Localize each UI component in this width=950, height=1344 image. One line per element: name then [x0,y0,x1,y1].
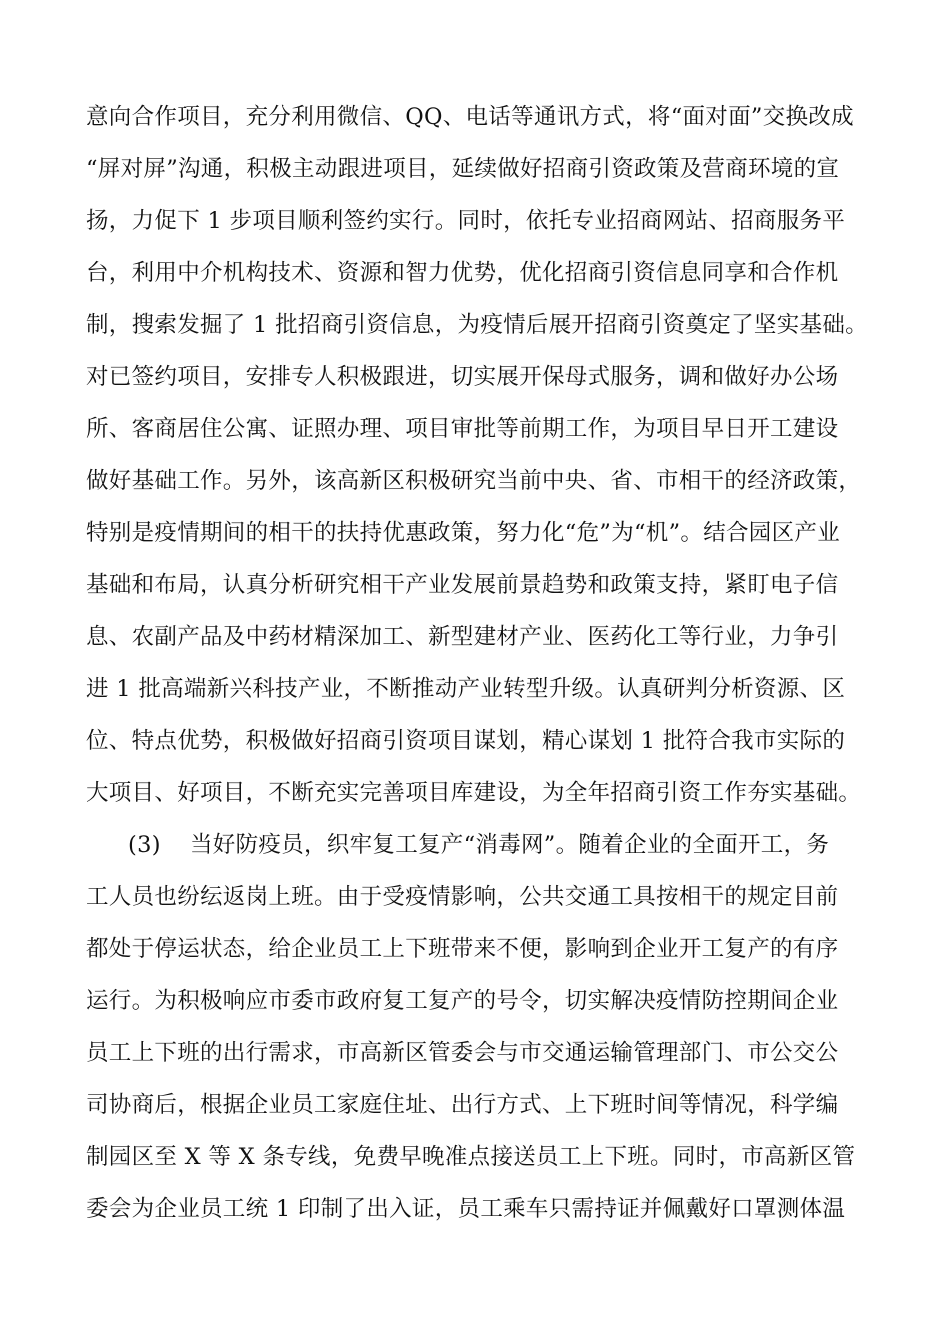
text-line: 进 1 批高端新兴科技产业，不断推动产业转型升级。认真研判分析资源、区 [86,676,846,702]
text-line: 特别是疫情期间的相干的扶持优惠政策，努力化“危”为“机”。结合园区产业 [86,520,841,546]
paragraph-heading-text: 当好防疫员，织牢复工复产“消毒网”。随着企业的全面开工，务 [190,832,830,858]
text-line: 运行。为积极响应市委市政府复工复产的号令，切实解决疫情防控期间企业 [86,988,839,1014]
text-line: 做好基础工作。另外，该高新区积极研究当前中央、省、市相干的经济政策， [86,468,862,494]
paragraph-number: (3) [128,832,161,858]
text-line: 息、农副产品及中药材精深加工、新型建材产业、医药化工等行业，力争引 [86,624,839,650]
text-line: 制园区至 X 等 X 条专线，免费早晚准点接送员工上下班。同时，市高新区管 [86,1144,856,1170]
text-line: 司协商后，根据企业员工家庭住址、出行方式、上下班时间等情况，科学编 [86,1092,839,1118]
text-line: 基础和布局，认真分析研究相干产业发展前景趋势和政策支持，紧盯电子信 [86,572,839,598]
text-line: 意向合作项目，充分利用微信、QQ、电话等通讯方式，将“面对面”交换改成 [86,104,854,130]
text-line: 工人员也纷纭返岗上班。由于受疫情影响，公共交通工具按相干的规定目前 [86,884,839,910]
text-line: 员工上下班的出行需求，市高新区管委会与市交通运输管理部门、市公交公 [86,1040,839,1066]
text-line: 委会为企业员工统 1 印制了出入证，员工乘车只需持证并佩戴好口罩测体温 [86,1196,846,1222]
text-line: 台，利用中介机构技术、资源和智力优势，优化招商引资信息同享和合作机 [86,260,839,286]
text-line: 大项目、好项目，不断充实完善项目库建设，为全年招商引资工作夯实基础。 [86,780,862,806]
text-line: “屏对屏”沟通，积极主动跟进项目，延续做好招商引资政策及营商环境的宣 [86,156,840,182]
text-line: 都处于停运状态，给企业员工上下班带来不便，影响到企业开工复产的有序 [86,936,839,962]
paragraph-3-first-line [128,830,918,860]
text-line: 位、特点优势，积极做好招商引资项目谋划，精心谋划 1 批符合我市实际的 [86,728,846,754]
text-line: 所、客商居住公寓、证照办理、项目审批等前期工作，为项目早日开工建设 [86,416,839,442]
text-line: 对已签约项目，安排专人积极跟进，切实展开保母式服务，调和做好办公场 [86,364,839,390]
text-line: 制，搜索发掘了 1 批招商引资信息，为疫情后展开招商引资奠定了坚实基础。 [86,312,868,338]
text-line: 扬，力促下 1 步项目顺利签约实行。同时，依托专业招商网站、招商服务平 [86,208,846,234]
